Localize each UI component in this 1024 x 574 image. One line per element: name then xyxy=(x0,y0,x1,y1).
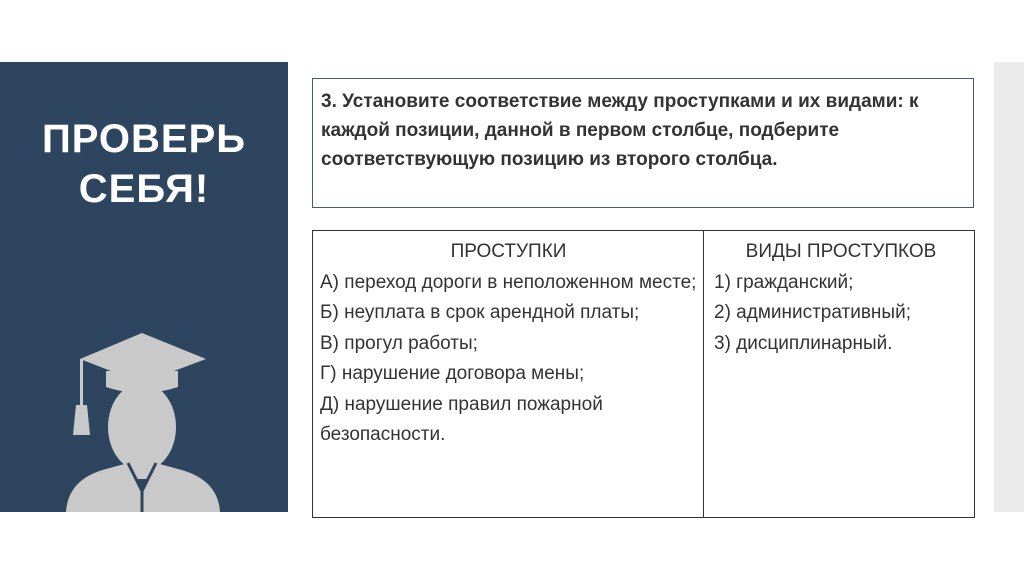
left-panel xyxy=(0,62,288,512)
offense-item: Д) нарушение правил пожарной безопасности. xyxy=(320,393,603,445)
offense-item: В) прогул работы; xyxy=(320,332,478,354)
offense-types-header: ВИДЫ ПРОСТУПКОВ xyxy=(745,241,937,262)
graduate-student-icon xyxy=(66,267,222,512)
matching-table xyxy=(312,230,975,518)
offense-item: Г) нарушение договора мены; xyxy=(320,363,585,384)
offenses-header: ПРОСТУПКИ xyxy=(450,241,567,262)
offenses-column xyxy=(313,231,704,517)
panel-title xyxy=(0,114,288,214)
question-box xyxy=(312,78,974,208)
right-decorative-strip xyxy=(994,62,1024,512)
panel-title-line-2: СЕБЯ! xyxy=(78,167,210,211)
offense-types-column xyxy=(704,231,974,517)
panel-title-line-1: ПРОВЕРЬ xyxy=(41,117,246,161)
offense-type-item: 2) административный; xyxy=(714,302,911,323)
offense-item: А) переход дороги в неположенном месте; xyxy=(320,271,697,293)
question-text: 3. Установите соответствие между проступками и их видами: к каждой позиции, данной в первом столбце, подберите соответствующую позицию из второго столбца. xyxy=(321,91,919,170)
offense-item: Б) неуплата в срок арендной платы; xyxy=(320,302,640,323)
offense-type-item: 3) дисциплинарный. xyxy=(714,332,893,354)
offense-type-item: 1) гражданский; xyxy=(714,271,854,293)
